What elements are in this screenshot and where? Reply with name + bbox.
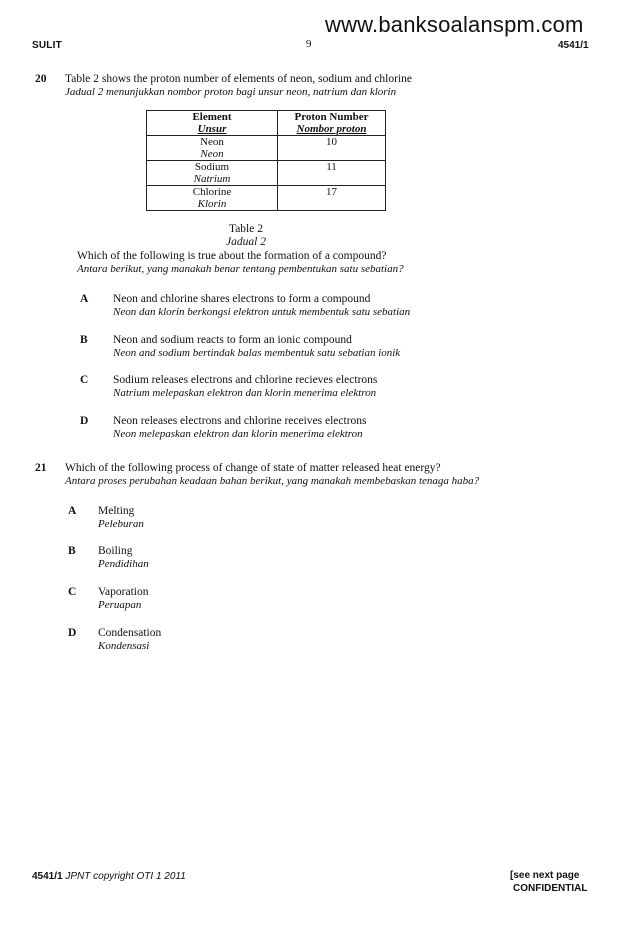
table-header-row [147,111,386,136]
q21-option-d-text-malay: Kondensasi [98,640,150,652]
proton-value: 11 [326,161,337,173]
proton-value: 17 [326,186,337,198]
header-element-en: Element [192,111,232,123]
q21-option-b-text: Boiling [98,545,133,557]
question-20-intro: Table 2 shows the proton number of elements of neon, sodium and chlorine [65,73,412,85]
element-name-malay: Klorin [197,198,227,210]
proton-cell [278,161,386,186]
option-d-text: Neon releases electrons and chlorine receives electrons [113,415,367,427]
q21-option-d-text: Condensation [98,627,162,639]
element-cell [147,161,278,186]
question-21-text: Which of the following process of change of state of matter released heat energy? [65,462,441,474]
see-next-page: [see next page [510,870,580,881]
q21-option-d-letter: D [68,627,77,639]
header-proton-en: Proton Number [294,111,369,123]
q21-option-b-letter: B [68,545,76,557]
q21-option-c-text: Vaporation [98,586,149,598]
proton-cell [278,186,386,211]
table-row [147,136,386,161]
table-caption: Table 2 [228,223,263,235]
option-a-text-malay: Neon dan klorin berkongsi elektron untuk membentuk satu sebatian [113,306,411,318]
question-20-intro-malay: Jadual 2 menunjukkan nombor proton bagi unsur neon, natrium dan klorin [65,86,397,98]
q21-option-c-text-malay: Peruapan [98,599,142,611]
element-cell [147,186,278,211]
question-20-text-malay: Antara berikut, yang manakah benar tentang pembentukan satu sebatian? [77,263,404,275]
option-b-text: Neon and sodium reacts to form an ionic compound [113,334,352,346]
element-name-malay: Natrium [193,173,231,185]
option-c-text: Sodium releases electrons and chlorine recieves electrons [113,374,378,386]
element-name: Neon [200,136,224,148]
header-element [147,111,278,136]
question-20-number: 20 [35,73,47,85]
header-element-ms: Unsur [197,123,227,135]
confidential-label: CONFIDENTIAL [513,883,588,894]
option-a-letter: A [80,293,89,305]
option-b-text-malay: Neon and sodium bertindak balas membentuk satu sebatian ionik [113,347,401,359]
option-b-letter: B [80,334,88,346]
table-row [147,186,386,211]
element-cell [147,136,278,161]
proton-number-table [146,110,386,211]
q21-option-a-text: Melting [98,505,135,517]
question-20-text: Which of the following is true about the formation of a compound? [77,250,387,262]
q21-option-a-letter: A [68,505,77,517]
element-name-malay: Neon [200,148,224,160]
q21-option-a-text-malay: Peleburan [98,518,144,530]
element-name: Sodium [194,161,230,173]
element-name: Chlorine [192,186,232,198]
question-21-text-malay: Antara proses perubahan keadaan bahan berikut, yang manakah membebaskan tenaga haba? [65,475,480,487]
page-number: 9 [306,38,312,50]
q21-option-b-text-malay: Pendidihan [98,558,149,570]
table-row [147,161,386,186]
option-d-text-malay: Neon melepaskan elektron dan klorin menerima elektron [113,428,363,440]
paper-code: 4541/1 [558,40,589,51]
option-a-text: Neon and chlorine shares electrons to form a compound [113,293,371,305]
q21-option-c-letter: C [68,586,77,598]
footer-copyright [32,871,186,882]
proton-cell [278,136,386,161]
option-c-letter: C [80,374,89,386]
watermark-url: www.banksoalanspm.com [325,12,584,37]
header-sulit: SULIT [32,40,62,51]
proton-value: 10 [326,136,337,148]
table-caption-malay: Jadual 2 [226,236,266,248]
header-proton [278,111,386,136]
option-d-letter: D [80,415,89,427]
footer-copyright-text: JPNT copyright OTI 1 2011 [65,871,186,882]
question-21-number: 21 [35,462,47,474]
option-c-text-malay: Natrium melepaskan elektron dan klorin menerima elektron [113,387,377,399]
footer-code: 4541/1 [32,871,63,882]
header-proton-ms: Nombor proton [296,123,367,135]
